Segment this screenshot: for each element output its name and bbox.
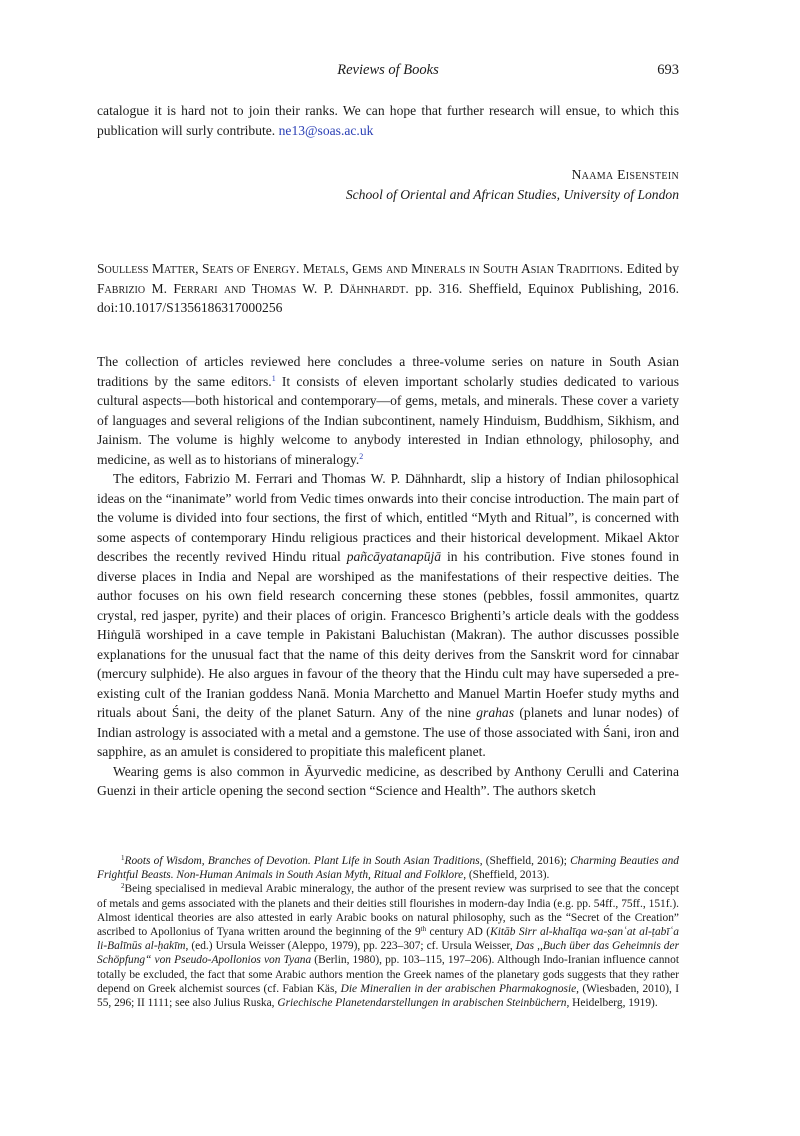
page-number: 693 (657, 62, 679, 78)
review-body (97, 352, 679, 801)
doi: doi:10.1017/S1356186317000256 (97, 300, 283, 315)
footnotes (97, 854, 679, 1010)
previous-review-ending (97, 101, 679, 140)
book-title: Soulless Matter, Seats of Energy. Metals, Gems and Minerals in South Asian Traditions (97, 261, 620, 276)
footnote-ref-1[interactable]: 1 (271, 373, 276, 383)
review-citation: Soulless Matter, Seats of Energy. Metals, Gems and Minerals in South Asian Traditions. Edited by Fabrizio M. Ferrari and Thomas W. P. Dähnhardt. pp. 316. Sheffield, Equinox Publishing, 2016. doi:10.1017/S1356186317000256 (97, 261, 679, 315)
review-bibliographic-heading (97, 259, 679, 318)
running-head (97, 62, 679, 82)
reviewer-affiliation: School of Oriental and African Studies, University of London (345, 186, 679, 202)
footnote-2: $^2$Being specialised in medieval Arabic mineralogy, the author of the present review was surprised to see that the concept of metals and gems associated with the planets and their deities still flourishes in modern-day India (e.g. pp. 54ff., 75ff., 151f.). Almost identical theories are also attested in early Arabic books on natural philosophy, such as the “Secret of the Creation” ascribed to Apollonius of Tyana written around the beginning of the 9th century AD (Kitāb Sirr al-khalīqa wa-ṣanʿat al-ṭabīʿa li-Balīnūs al-ḥakīm, (ed.) Ursula Weisser (Aleppo, 1979), pp. 223–307; cf. Ursula Weisser, Das ,,Buch über das Geheimnis der Schöpfung“ von Pseudo-Apollonios von Tyana (Berlin, 1980), pp. 103–115, 197–206). Although Indo-Iranian influence cannot totally be excluded, the fact that some Arabic authors mention the Greek names of the planetary gods suggests that they rather depend on Greek alchemist sources (cf. Fabian Käs, Die Mineralien in der arabischen Pharmakognosie, (Wiesbaden, 2010), I 55, 296; II 1111; see also Julius Ruska, Griechische Planetendarstellungen in arabischen Steinbüchern, Heidelberg, 1919). (97, 882, 680, 1010)
body-paragraph-3: Wearing gems is also common in Āyurvedic medicine, as described by Anthony Cerulli and Caterina Guenzi in their article opening the second section “Science and Health”. The authors sketch (97, 763, 679, 798)
previous-review-closing-paragraph: catalogue it is hard not to join their ranks. We can hope that further research will ensue, to which this publication will surly contribute. ne13@soas.ac.uk (97, 103, 679, 138)
journal-title: Reviews of Books (337, 62, 439, 78)
footnote-ref-2[interactable]: 2 (359, 451, 364, 461)
footnote-1: $^1$Roots of Wisdom, Branches of Devotion. Plant Life in South Asian Traditions, (Sheffield, 2016); Charming Beauties and Frightful Beasts. Non-Human Animals in South Asian Myth, Ritual and Folklore, (Sheffield, 2013). (97, 854, 679, 882)
reviewer-signature (97, 165, 679, 204)
reviewer-email-link[interactable]: ne13@soas.ac.uk (278, 122, 374, 138)
book-editors: Fabrizio M. Ferrari and Thomas W. P. Dähnhardt (97, 280, 406, 296)
reviewer-name: Naama Eisenstein (571, 167, 679, 182)
body-paragraph-2: The editors, Fabrizio M. Ferrari and Thomas W. P. Dähnhardt, slip a history of Indian philosophical ideas on the “inanimate” world from Vedic times onwards into their concise introduction. The main part of the volume is divided into four sections, the first of which, entitled “Myth and Ritual”, is concerned with some aspects of contemporary Hindu religious practices and their historical development. Mikael Aktor describes the recently revived Hindu ritual pañcāyatanapūjā in his contribution. Five stones found in diverse places in India and Nepal are worshiped as the manifestations of their respective deities. The author focuses on his own field research concerning these stones (pebbles, fossil ammonites, quartz crystal, red jasper, pyrite) and their places of origin. Francesco Brighenti’s article deals with the goddess Hiṅgulā worshiped in a cave temple in Pakistani Baluchistan (Makran). The author discusses possible explanations for the unusual fact that the name of this deity derives from the Sanskrit word for cinnabar (mercury sulphide). He also argues in favour of the theory that the Hindu cult may have superseded a pre-existing cult of the Iranian goddess Nanā. Monia Marchetto and Manuel Martin Hoefer study myths and rituals about Śani, the deity of the planet Saturn. Any of the nine grahas (planets and lunar nodes) of Indian astrology is associated with a metal and a gemstone. The use of those associated with Śani, iron and sapphire, as an amulet is considered to propitiate this maleficent planet. (97, 471, 679, 759)
body-paragraph-1: The collection of articles reviewed here concludes a three-volume series on nature in South Asian traditions by the same editors.$^1$ It consists of eleven important scholarly studies dedicated to various cultural aspects—both historical and contemporary—of gems, metals, and minerals. These cover a variety of languages and several religions of the Indian subcontinent, namely Hinduism, Buddhism, Sikhism, and Jainism. The volume is highly welcome to anybody interested in Indian ethnology, philosophy, and medicine, as well as to historians of mineralogy.$^2$ (97, 354, 679, 467)
